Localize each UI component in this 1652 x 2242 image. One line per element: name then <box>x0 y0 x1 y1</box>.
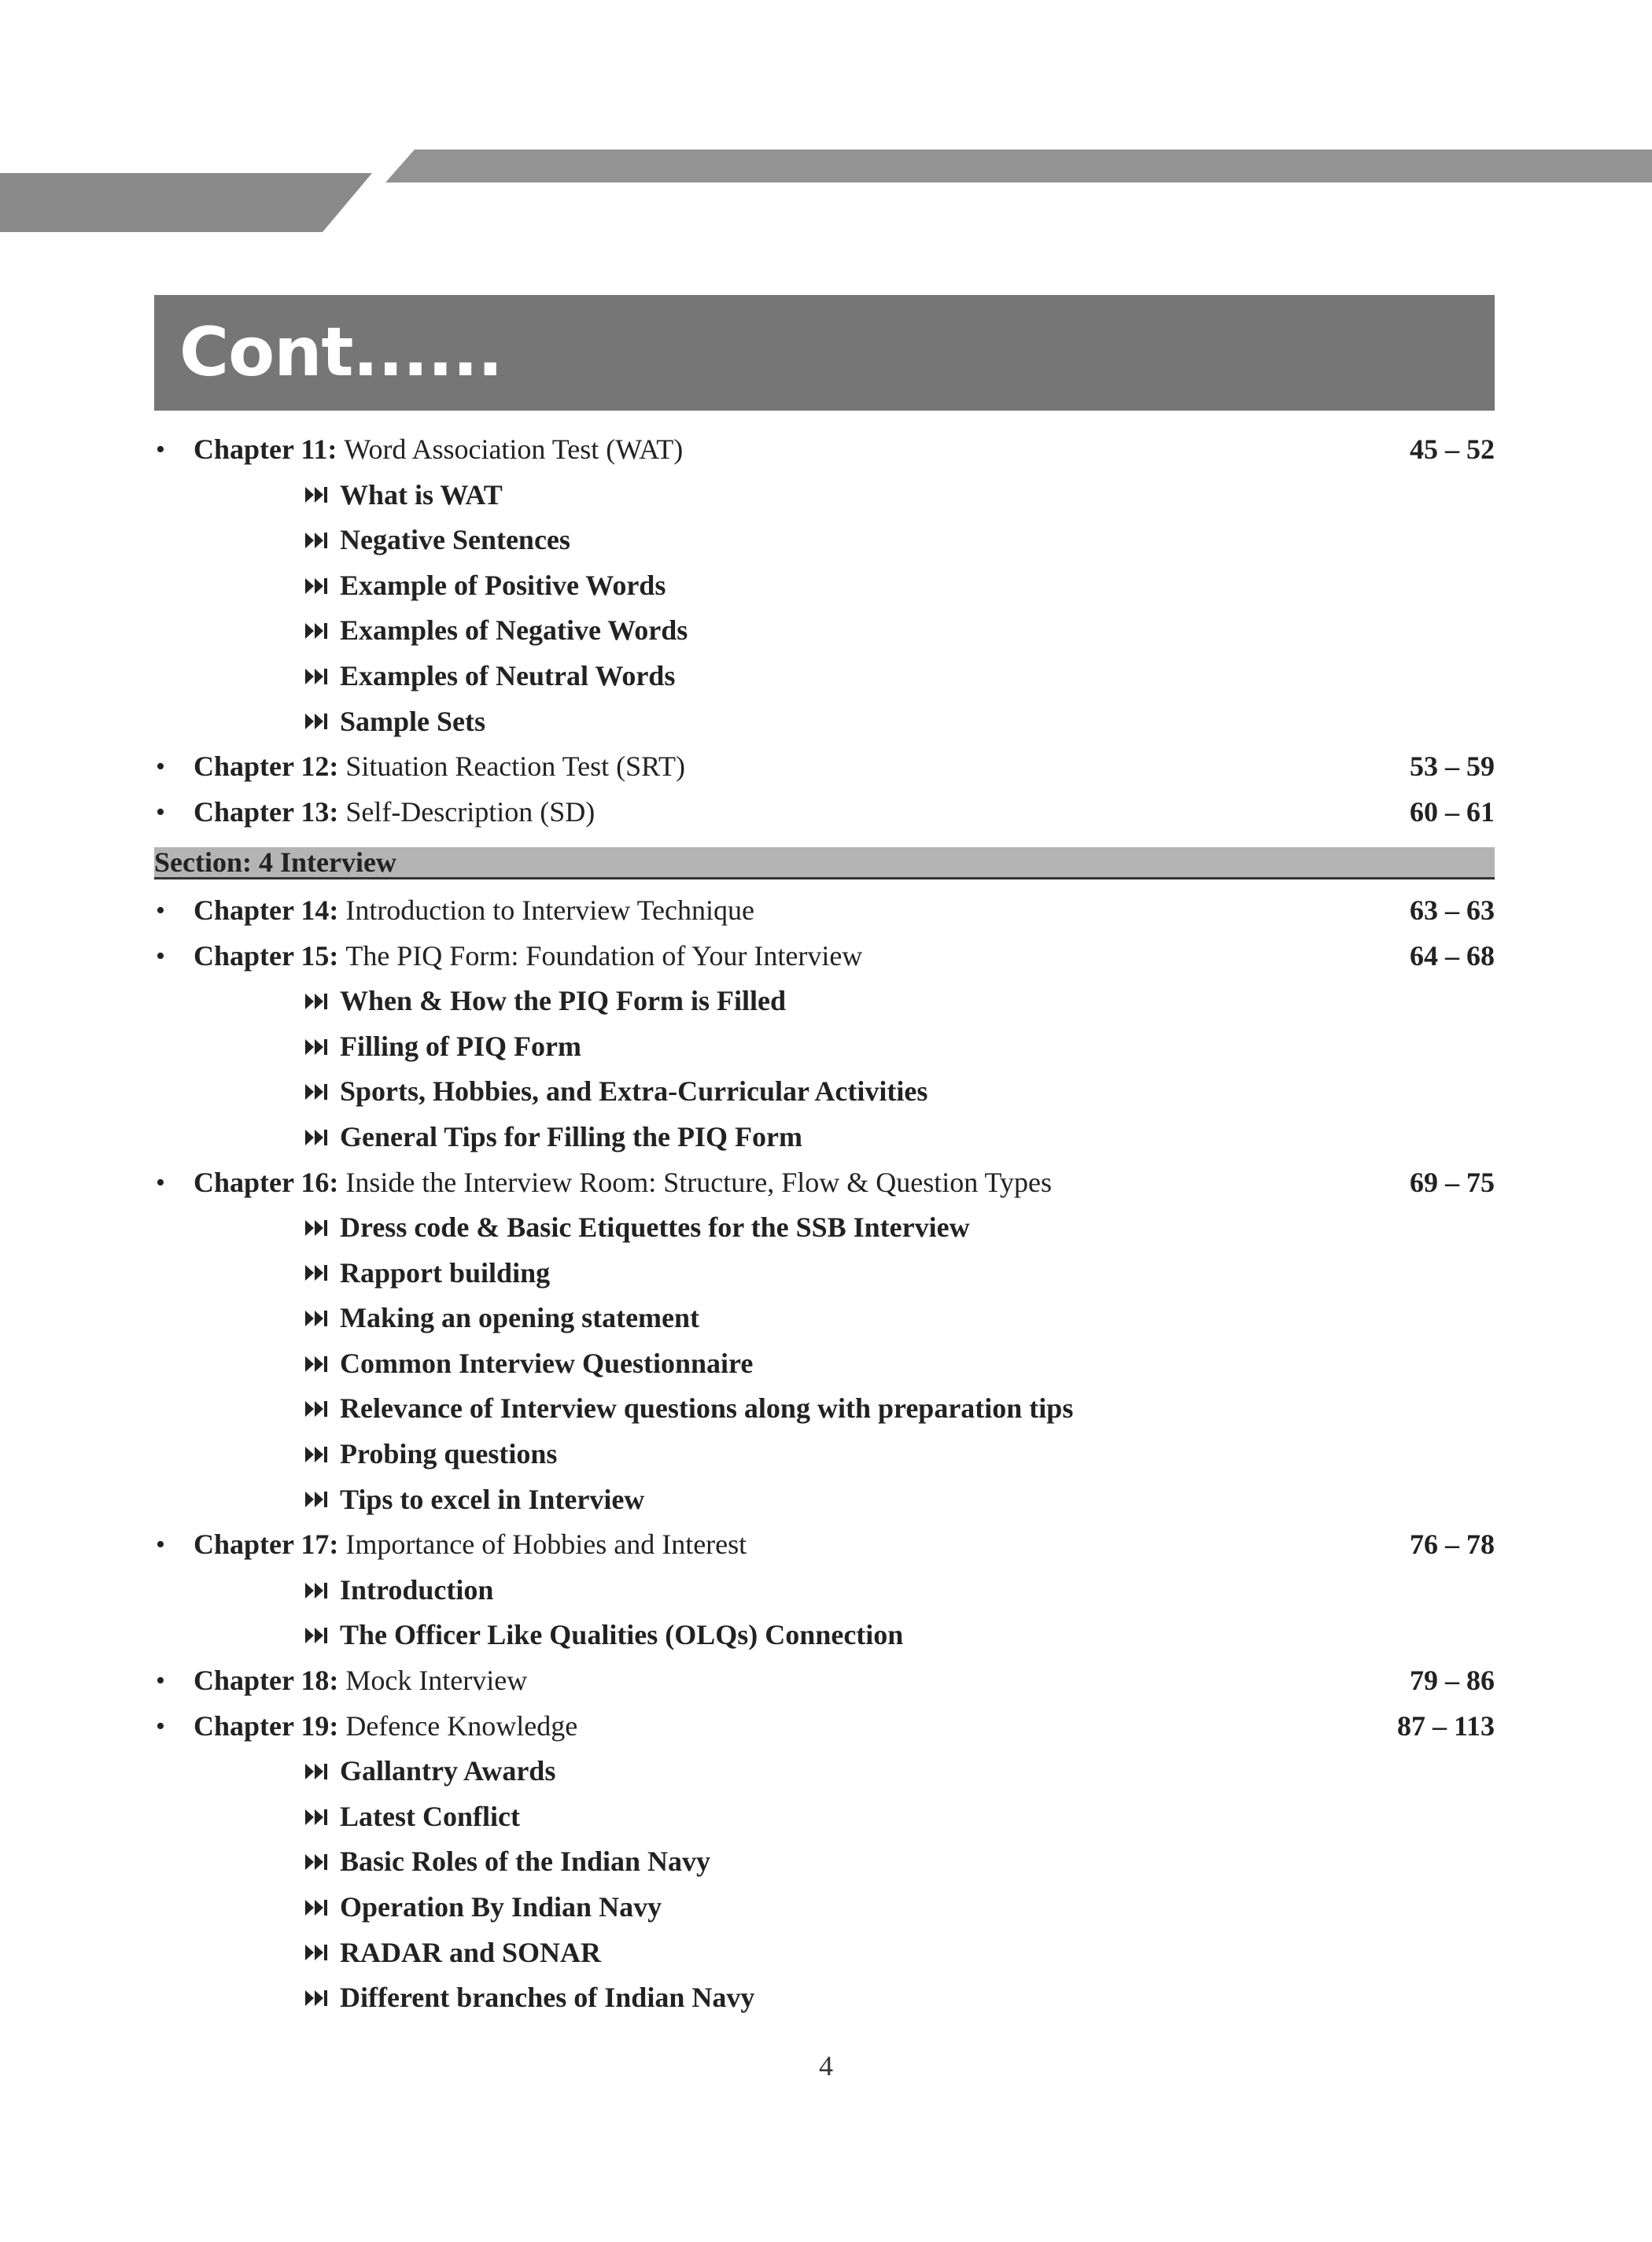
fast-forward-icon <box>304 1341 329 1387</box>
chapter-pages: 60 – 61 <box>1410 795 1495 828</box>
subtopic-label: Examples of Neutral Words <box>340 659 676 691</box>
subtopic-label: When & How the PIQ Form is Filled <box>340 985 786 1017</box>
subtopic-label: Basic Roles of the Indian Navy <box>340 1846 711 1878</box>
toc-subtopic-row <box>154 1975 1495 2021</box>
fast-forward-icon <box>304 1839 329 1885</box>
toc-subtopic-row <box>154 1477 1495 1523</box>
fast-forward-icon <box>304 608 329 654</box>
toc-subtopic-row <box>154 608 1495 654</box>
toc-subtopic-row <box>154 1341 1495 1387</box>
bullet-icon: • <box>156 752 165 782</box>
bullet-icon: • <box>156 1167 165 1197</box>
title-bar <box>154 295 1495 411</box>
subtopic-label: Latest Conflict <box>340 1800 520 1832</box>
toc-subtopic-row <box>154 1251 1495 1296</box>
chapter-title: Self-Description (SD) <box>345 795 596 828</box>
chapter-pages: 69 – 75 <box>1410 1166 1495 1198</box>
toc-subtopic-row <box>154 1432 1495 1477</box>
chapter-pages: 45 – 52 <box>1410 433 1495 465</box>
chapter-title: The PIQ Form: Foundation of Your Interview <box>345 939 863 972</box>
fast-forward-icon <box>304 1205 329 1251</box>
toc-subtopic-row <box>154 1885 1495 1930</box>
subtopic-label: Introduction <box>340 1573 494 1606</box>
subtopic-label: Rapport building <box>340 1256 551 1289</box>
chapter-title: Importance of Hobbies and Interest <box>345 1528 747 1561</box>
subtopic-label: Tips to excel in Interview <box>340 1483 645 1515</box>
subtopic-label: Dress code & Basic Etiquettes for the SSB Interview <box>340 1211 970 1244</box>
chapter-title: Defence Knowledge <box>345 1709 578 1742</box>
chapter-label: Chapter 13: Self-Description (SD) <box>194 795 596 828</box>
section-header <box>154 843 1495 888</box>
fast-forward-icon <box>304 1115 329 1160</box>
subtopic-label: Examples of Negative Words <box>340 614 688 647</box>
fast-forward-icon <box>304 979 329 1024</box>
subtopic-label: Example of Positive Words <box>340 569 666 601</box>
chapter-label: Chapter 16: Inside the Interview Room: Structure, Flow & Question Types <box>194 1166 1053 1198</box>
subtopic-label: Relevance of Interview questions along with preparation tips <box>340 1392 1074 1425</box>
subtopic-label: Negative Sentences <box>340 524 570 556</box>
toc-chapter-row <box>154 427 1495 473</box>
page-number: 4 <box>819 2050 833 2082</box>
fast-forward-icon <box>304 1568 329 1613</box>
toc-subtopic-row <box>154 563 1495 609</box>
bullet-icon: • <box>156 941 165 971</box>
toc-subtopic-row <box>154 1024 1495 1070</box>
section-label: Section: 4 Interview <box>154 846 396 879</box>
toc-subtopic-row <box>154 1205 1495 1251</box>
fast-forward-icon <box>304 473 329 518</box>
toc-subtopic-row <box>154 1386 1495 1432</box>
toc-chapter-row <box>154 1522 1495 1568</box>
subtopic-label: What is WAT <box>340 478 503 511</box>
bullet-icon: • <box>156 895 165 925</box>
toc-subtopic-row <box>154 979 1495 1024</box>
chapter-title: Word Association Test (WAT) <box>344 433 684 465</box>
header-band-right <box>385 149 1652 183</box>
toc-subtopic-row <box>154 1069 1495 1115</box>
page-title: Cont...... <box>179 313 503 392</box>
fast-forward-icon <box>304 1386 329 1432</box>
toc-chapter-row <box>154 1658 1495 1704</box>
toc-subtopic-row <box>154 1296 1495 1341</box>
fast-forward-icon <box>304 518 329 563</box>
subtopic-label: Gallantry Awards <box>340 1755 556 1787</box>
toc-chapter-row <box>154 888 1495 934</box>
toc-subtopic-row <box>154 699 1495 745</box>
header-band-left <box>0 173 372 232</box>
subtopic-label: Sports, Hobbies, and Extra-Curricular Activities <box>340 1075 928 1108</box>
bullet-icon: • <box>156 1666 165 1696</box>
fast-forward-icon <box>304 654 329 699</box>
chapter-label: Chapter 11: Word Association Test (WAT) <box>194 433 684 465</box>
subtopic-label: Different branches of Indian Navy <box>340 1982 755 2014</box>
fast-forward-icon <box>304 1749 329 1794</box>
fast-forward-icon <box>304 1885 329 1930</box>
fast-forward-icon <box>304 1930 329 1976</box>
chapter-pages: 79 – 86 <box>1410 1665 1495 1697</box>
toc-subtopic-row <box>154 1794 1495 1840</box>
bullet-icon: • <box>156 1711 165 1741</box>
chapter-pages: 87 – 113 <box>1396 1709 1495 1742</box>
toc-subtopic-row <box>154 1839 1495 1885</box>
fast-forward-icon <box>304 1794 329 1840</box>
toc-subtopic-row <box>154 473 1495 518</box>
toc-chapter-row <box>154 1704 1495 1750</box>
chapter-pages: 53 – 59 <box>1410 750 1495 783</box>
subtopic-label: Filling of PIQ Form <box>340 1030 581 1062</box>
toc-subtopic-row <box>154 518 1495 563</box>
chapter-label: Chapter 17: Importance of Hobbies and Interest <box>194 1528 747 1561</box>
fast-forward-icon <box>304 1251 329 1296</box>
bullet-icon: • <box>156 435 165 464</box>
subtopic-label: Making an opening statement <box>340 1302 700 1334</box>
toc-subtopic-row <box>154 1568 1495 1613</box>
bullet-icon: • <box>156 797 165 827</box>
fast-forward-icon <box>304 1432 329 1477</box>
chapter-title: Situation Reaction Test (SRT) <box>345 750 685 783</box>
chapter-label: Chapter 19: Defence Knowledge <box>194 1709 578 1742</box>
bullet-icon: • <box>156 1530 165 1560</box>
toc-chapter-row <box>154 790 1495 835</box>
toc-subtopic-row <box>154 654 1495 699</box>
subtopic-label: The Officer Like Qualities (OLQs) Connection <box>340 1619 904 1651</box>
chapter-title: Inside the Interview Room: Structure, Flow & Question Types <box>345 1166 1053 1198</box>
subtopic-label: Probing questions <box>340 1438 558 1470</box>
chapter-pages: 76 – 78 <box>1410 1528 1495 1561</box>
fast-forward-icon <box>304 699 329 745</box>
subtopic-label: Common Interview Questionnaire <box>340 1347 754 1379</box>
chapter-label: Chapter 12: Situation Reaction Test (SRT) <box>194 750 685 783</box>
fast-forward-icon <box>304 1975 329 2021</box>
chapter-title: Mock Interview <box>345 1665 528 1697</box>
toc-subtopic-row <box>154 1930 1495 1976</box>
fast-forward-icon <box>304 563 329 609</box>
subtopic-label: General Tips for Filling the PIQ Form <box>340 1120 802 1152</box>
subtopic-label: Sample Sets <box>340 705 486 737</box>
chapter-pages: 64 – 68 <box>1410 939 1495 972</box>
fast-forward-icon <box>304 1613 329 1658</box>
fast-forward-icon <box>304 1477 329 1523</box>
toc-chapter-row <box>154 744 1495 790</box>
chapter-label: Chapter 15: The PIQ Form: Foundation of Your Interview <box>194 939 863 972</box>
fast-forward-icon <box>304 1024 329 1070</box>
fast-forward-icon <box>304 1296 329 1341</box>
toc-chapter-row <box>154 934 1495 979</box>
header-band <box>0 0 1652 244</box>
chapter-label: Chapter 14: Introduction to Interview Technique <box>194 894 754 926</box>
table-of-contents <box>154 427 1495 2021</box>
toc-chapter-row <box>154 1160 1495 1206</box>
chapter-label: Chapter 18: Mock Interview <box>194 1665 528 1697</box>
fast-forward-icon <box>304 1069 329 1115</box>
chapter-pages: 63 – 63 <box>1410 894 1495 926</box>
subtopic-label: RADAR and SONAR <box>340 1936 602 1968</box>
toc-subtopic-row <box>154 1613 1495 1658</box>
toc-subtopic-row <box>154 1749 1495 1794</box>
toc-subtopic-row <box>154 1115 1495 1160</box>
chapter-title: Introduction to Interview Technique <box>345 894 754 926</box>
subtopic-label: Operation By Indian Navy <box>340 1891 662 1923</box>
